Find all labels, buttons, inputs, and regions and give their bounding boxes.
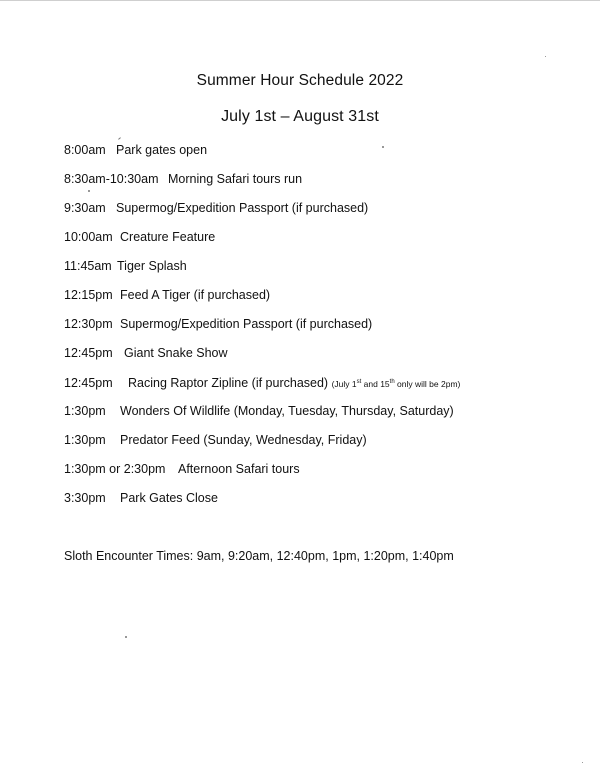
schedule-time: 11:45am — [64, 259, 112, 273]
schedule-row — [64, 461, 300, 477]
schedule-event: Feed A Tiger (if purchased) — [120, 288, 271, 302]
schedule-event: Racing Raptor Zipline (if purchased) — [128, 375, 329, 390]
schedule-time: 8:30am-10:30am — [64, 172, 159, 186]
schedule-event: Supermog/Expedition Passport (if purchased) — [116, 201, 369, 215]
schedule-time: 1:30pm — [64, 433, 106, 447]
schedule-row — [64, 432, 367, 448]
schedule-row — [64, 490, 218, 506]
scan-speck — [125, 636, 127, 638]
scan-top-edge — [0, 0, 600, 1]
schedule-event: Park gates open — [116, 143, 208, 157]
schedule-row — [64, 142, 207, 158]
schedule-time: 1:30pm — [64, 404, 106, 418]
schedule-time: 12:30pm — [64, 317, 113, 331]
scan-speck — [545, 56, 546, 57]
schedule-time: 10:00am — [64, 230, 113, 244]
schedule-time: 12:45pm — [64, 375, 113, 390]
page-title: Summer Hour Schedule 2022 — [196, 72, 404, 89]
schedule-time: 12:45pm — [64, 346, 113, 360]
schedule-row — [64, 403, 454, 419]
schedule-event: Park Gates Close — [120, 491, 218, 505]
schedule-event: Tiger Splash — [117, 259, 187, 273]
schedule-row — [64, 258, 187, 274]
schedule-time: 9:30am — [64, 201, 106, 215]
schedule-row — [64, 287, 270, 303]
zipline-date-note: (July 1st and 15th only will be 2pm) — [331, 378, 461, 389]
schedule-row — [64, 316, 372, 332]
scan-speck — [118, 137, 121, 140]
scan-speck — [582, 762, 583, 763]
schedule-row — [64, 171, 302, 187]
schedule-time: 8:00am — [64, 143, 106, 157]
scan-speck — [382, 146, 384, 148]
schedule-event: Giant Snake Show — [124, 346, 228, 360]
schedule-event: Wonders Of Wildlife (Monday, Tuesday, Thursday, Saturday) — [120, 404, 454, 418]
schedule-row — [64, 229, 215, 245]
schedule-row — [64, 374, 460, 392]
schedule-event: Predator Feed (Sunday, Wednesday, Friday) — [120, 433, 367, 447]
schedule-time: 3:30pm — [64, 491, 106, 505]
schedule-event: Supermog/Expedition Passport (if purchased) — [120, 317, 373, 331]
schedule-time: 12:15pm — [64, 288, 113, 302]
schedule-time: 1:30pm or 2:30pm — [64, 462, 166, 476]
scan-speck — [88, 190, 90, 192]
schedule-row — [64, 200, 368, 216]
schedule-event: Afternoon Safari tours — [178, 462, 300, 476]
schedule-event: Morning Safari tours run — [168, 172, 303, 186]
schedule-row — [64, 345, 228, 361]
schedule-event: Creature Feature — [120, 230, 216, 244]
sloth-encounter-times: Sloth Encounter Times: 9am, 9:20am, 12:40pm, 1pm, 1:20pm, 1:40pm — [64, 549, 454, 563]
page-subtitle: July 1st – August 31st — [221, 108, 379, 125]
